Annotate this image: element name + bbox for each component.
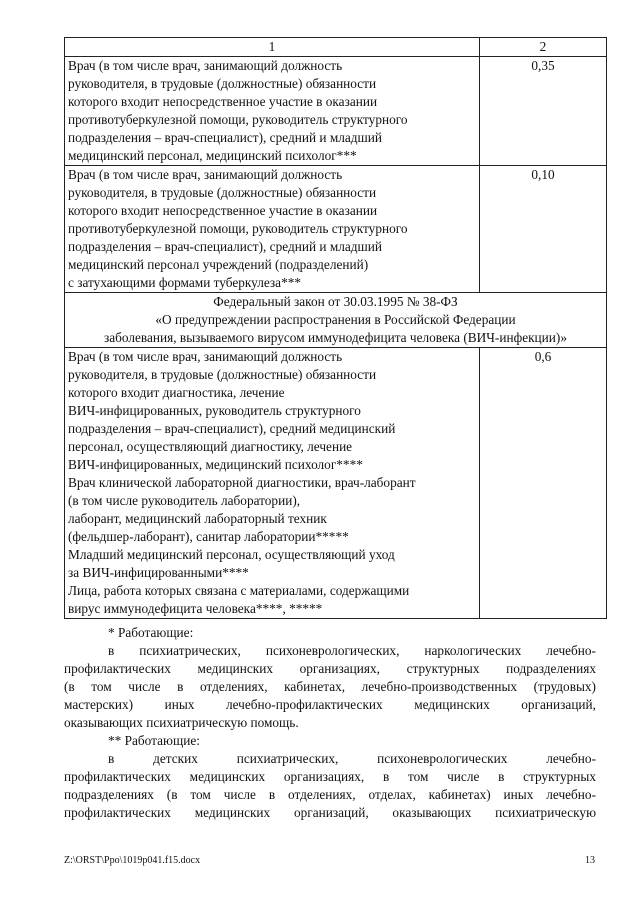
table-row xyxy=(65,348,607,619)
table-header-row xyxy=(65,38,607,57)
footnote-line: подразделениях (в том числе в отделениях, отделах, кабинетах) иных лечебно- xyxy=(64,787,596,802)
text-line: которого входит непосредственное участие в оказании xyxy=(68,94,378,109)
footnote-line: мастерских) иных лечебно-профилактических медицинских организаций, xyxy=(64,697,596,712)
page-footer xyxy=(64,855,595,866)
text-line: за ВИЧ-инфицированными**** xyxy=(68,565,249,580)
text-line: Врач (в том числе врач, занимающий должность xyxy=(68,167,343,182)
column-header-1: 1 xyxy=(65,38,480,57)
text-line: (фельдшер-лаборант), санитар лаборатории***** xyxy=(68,529,349,544)
text-line: Врач клинической лабораторной диагностики, врач-лаборант xyxy=(68,475,416,490)
text-line: руководителя, в трудовые (должностные) обязанности xyxy=(68,367,377,382)
footnote-line: профилактических медицинских организаций, оказывающих психиатрическую xyxy=(64,805,596,820)
text-line: Врач (в том числе врач, занимающий должность xyxy=(68,58,343,73)
section-line: заболевания, вызываемого вирусом иммунодефицита человека (ВИЧ-инфекции)» xyxy=(104,330,567,345)
footnote-line: профилактических медицинских организациях, в том числе в структурных xyxy=(64,769,596,784)
text-line: с затухающими формами туберкулеза*** xyxy=(68,275,302,290)
text-line: лаборант, медицинский лабораторный техник xyxy=(68,511,327,526)
text-line: персонал, осуществляющий диагностику, лечение xyxy=(68,439,353,454)
footnote-line: (в том числе в отделениях, кабинетах, лечебно-производственных (трудовых) xyxy=(64,679,596,694)
section-line: Федеральный закон от 30.03.1995 № 38-ФЗ xyxy=(213,294,458,309)
text-line: ВИЧ-инфицированных, медицинский психолог**** xyxy=(68,457,363,472)
text-line: медицинский персонал учреждений (подразделений) xyxy=(68,257,369,272)
text-line: (в том числе руководитель лаборатории), xyxy=(68,493,301,508)
text-line: ВИЧ-инфицированных, руководитель структурного xyxy=(68,403,361,418)
text-line: медицинский персонал, медицинский психолог*** xyxy=(68,148,357,163)
text-line: которого входит диагностика, лечение xyxy=(68,385,285,400)
row-value: 0,35 xyxy=(480,57,607,166)
text-line: Врач (в том числе врач, занимающий должность xyxy=(68,349,343,364)
section-heading xyxy=(65,293,607,348)
text-line: подразделения – врач-специалист), средний и младший xyxy=(68,239,383,254)
row-description xyxy=(65,348,480,619)
footnote-line: в психиатрических, психоневрологических, наркологических лечебно- xyxy=(108,643,596,658)
footnote-line: в детских психиатрических, психоневрологических лечебно- xyxy=(108,751,596,766)
text-line: руководителя, в трудовые (должностные) обязанности xyxy=(68,185,377,200)
page-number: 13 xyxy=(585,855,595,866)
text-line: которого входит непосредственное участие в оказании xyxy=(68,203,378,218)
column-header-2: 2 xyxy=(480,38,607,57)
text-line: Лица, работа которых связана с материалами, содержащими xyxy=(68,583,410,598)
coefficients-table xyxy=(64,37,607,619)
footnote-line: оказывающих психиатрическую помощь. xyxy=(64,715,299,730)
row-description xyxy=(65,166,480,293)
section-line: «О предупреждении распространения в Российской Федерации xyxy=(155,312,516,327)
text-line: руководителя, в трудовые (должностные) обязанности xyxy=(68,76,377,91)
footnote-line: профилактических медицинских организациях, структурных подразделениях xyxy=(64,661,596,676)
row-value: 0,10 xyxy=(480,166,607,293)
row-description xyxy=(65,57,480,166)
file-path: Z:\ORST\Ppo\1019p041.f15.docx xyxy=(64,855,201,866)
text-line: подразделения – врач-специалист), средний и младший xyxy=(68,130,383,145)
footnote-label: ** Работающие: xyxy=(108,733,200,748)
row-value: 0,6 xyxy=(480,348,607,619)
text-line: подразделения – врач-специалист), средний медицинский xyxy=(68,421,396,436)
text-line: противотуберкулезной помощи, руководитель структурного xyxy=(68,221,408,236)
table-row xyxy=(65,57,607,166)
footnote-label: * Работающие: xyxy=(108,625,194,640)
footnotes xyxy=(64,624,596,822)
text-line: вирус иммунодефицита человека****, ***** xyxy=(68,601,323,616)
table-row xyxy=(65,166,607,293)
text-line: Младший медицинский персонал, осуществляющий уход xyxy=(68,547,395,562)
section-row xyxy=(65,293,607,348)
text-line: противотуберкулезной помощи, руководитель структурного xyxy=(68,112,408,127)
